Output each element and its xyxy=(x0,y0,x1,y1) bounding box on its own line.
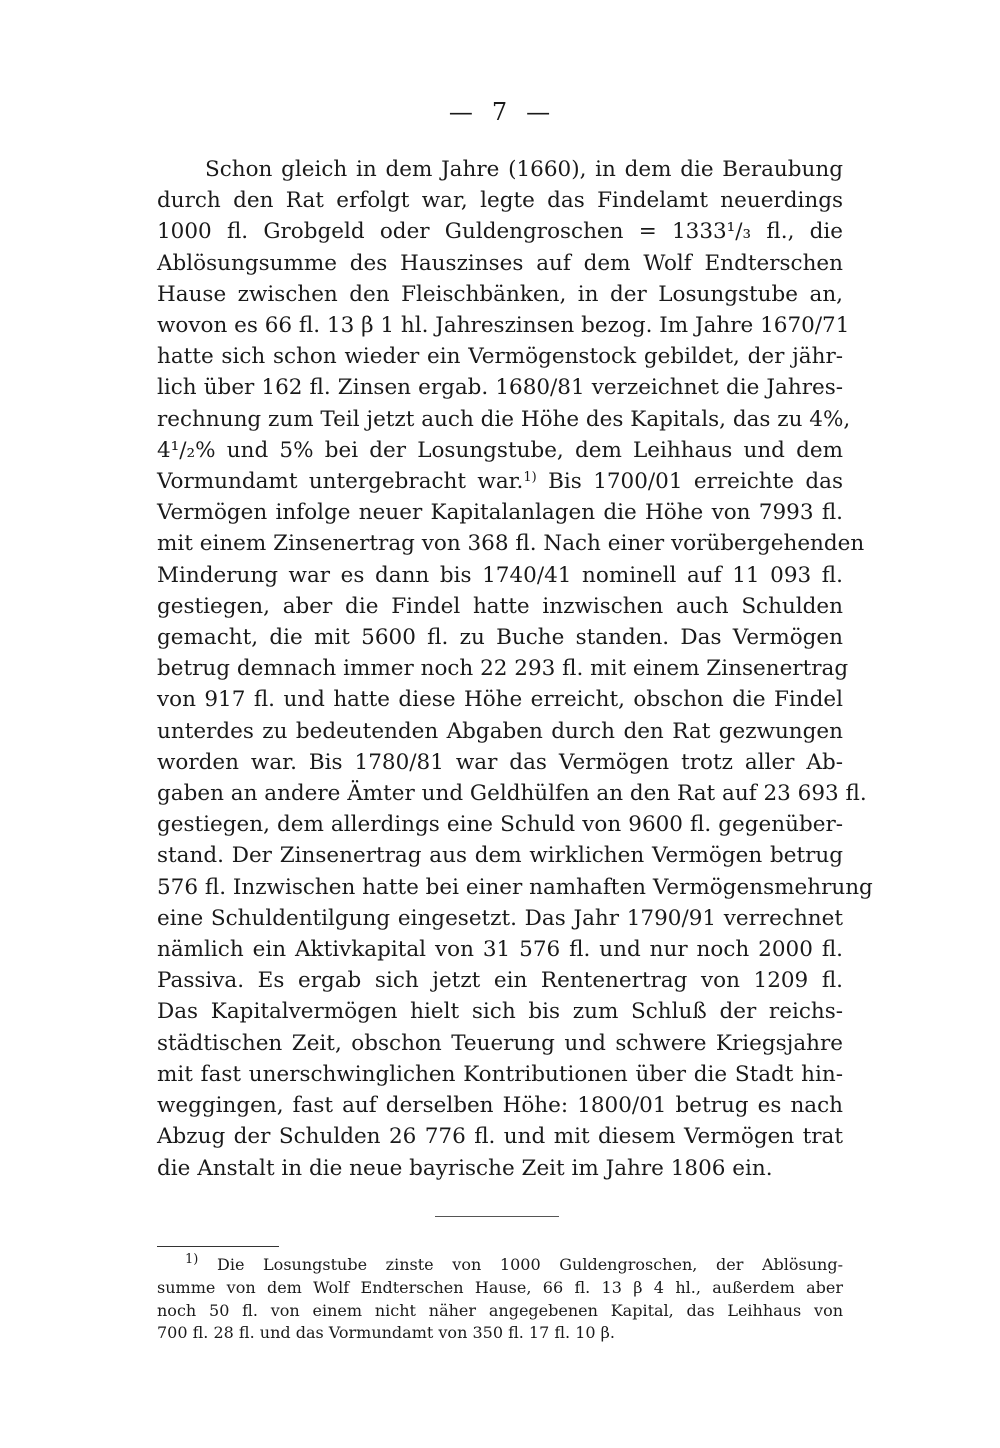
text-line-with-footnote xyxy=(157,466,843,497)
text-line: Minderung war es dann bis 1740/41 nominell auf 11 093 fl. xyxy=(157,562,843,588)
text-line: stand. Der Zinsenertrag aus dem wirklichen Vermögen betrug xyxy=(157,843,843,869)
text-line: städtischen Zeit, obschon Teuerung und schwere Kriegsjahre xyxy=(157,1030,843,1056)
text-line: unterdes zu bedeutenden Abgaben durch den Rat gezwungen xyxy=(157,718,843,744)
text-line: Schon gleich in dem Jahre (1660), in dem die Beraubung xyxy=(205,157,843,182)
text-line: 576 fl. Inzwischen hatte bei einer namhaften Vermögensmehrung xyxy=(157,874,873,900)
text-line: Ablösungsumme des Hauszinses auf dem Wolf Endterschen xyxy=(157,250,843,276)
text-line: gemacht, die mit 5600 fl. zu Buche standen. Das Vermögen xyxy=(157,625,843,651)
footnote xyxy=(157,1254,843,1345)
text-line: worden war. Bis 1780/81 war das Vermögen trotz aller Ab- xyxy=(157,749,843,775)
footnote-rule xyxy=(157,1246,279,1247)
text-segment: Vormundamt untergebracht war. xyxy=(157,469,524,495)
text-line: gestiegen, aber die Findel hatte inzwischen auch Schulden xyxy=(157,593,843,619)
text-line: weggingen, fast auf derselben Höhe: 1800/01 betrug es nach xyxy=(157,1093,843,1119)
page-number-dash-left: — xyxy=(448,98,474,126)
text-line: gaben an andere Ämter und Geldhülfen an den Rat auf 23 693 fl. xyxy=(157,781,867,807)
text-line: nämlich ein Aktivkapital von 31 576 fl. und nur noch 2000 fl. xyxy=(157,937,843,963)
text-line: mit einem Zinsenertrag von 368 fl. Nach einer vorübergehenden xyxy=(157,531,865,557)
text-segment: Bis 1700/01 erreichte das xyxy=(548,469,843,495)
section-divider xyxy=(435,1216,559,1217)
text-line: wovon es 66 fl. 13 β 1 hl. Jahreszinsen bezog. Im Jahre 1670/71 xyxy=(157,313,850,339)
page-number xyxy=(0,98,1000,126)
main-paragraph xyxy=(157,154,873,1184)
text-line: lich über 162 fl. Zinsen ergab. 1680/81 verzeichnet die Jahres- xyxy=(157,375,843,401)
footnote-line: summe von dem Wolf Endterschen Hause, 66 fl. 13 β 4 hl., außerdem aber xyxy=(157,1277,843,1297)
footnote-marker: 1) xyxy=(185,1252,199,1267)
text-line: gestiegen, dem allerdings eine Schuld von 9600 fl. gegenüber- xyxy=(157,812,843,838)
text-line: mit fast unerschwinglichen Kontributionen über die Stadt hin- xyxy=(157,1061,843,1087)
text-line: die Anstalt in die neue bayrische Zeit im Jahre 1806 ein. xyxy=(157,1155,773,1181)
text-line: rechnung zum Teil jetzt auch die Höhe des Kapitals, das zu 4%, xyxy=(157,406,851,432)
text-segment: Die Losungstube zinste von 1000 Guldengroschen, der Ablösung- xyxy=(217,1255,843,1274)
text-line: Hause zwischen den Fleischbänken, in der Losungstube an, xyxy=(157,281,843,307)
page-number-value: 7 xyxy=(491,98,509,126)
text-line: 1000 fl. Grobgeld oder Guldengroschen = 1333¹/₃ fl., die xyxy=(157,219,843,245)
footnote-reference: 1) xyxy=(523,470,537,486)
text-line: durch den Rat erfolgt war, legte das Findelamt neuerdings xyxy=(157,188,843,214)
footnote-line: 700 fl. 28 fl. und das Vormundamt von 350 fl. 17 fl. 10 β. xyxy=(157,1323,615,1343)
text-line: hatte sich schon wieder ein Vermögenstock gebildet, der jähr- xyxy=(157,344,843,370)
text-line: eine Schuldentilgung eingesetzt. Das Jahr 1790/91 verrechnet xyxy=(157,905,843,931)
text-line: betrug demnach immer noch 22 293 fl. mit einem Zinsenertrag xyxy=(157,656,849,682)
text-line: Abzug der Schulden 26 776 fl. und mit diesem Vermögen trat xyxy=(157,1124,843,1150)
text-line: von 917 fl. und hatte diese Höhe erreicht, obschon die Findel xyxy=(157,687,843,713)
footnote-line: noch 50 fl. von einem nicht näher angegebenen Kapital, das Leihhaus von xyxy=(157,1300,843,1320)
page-number-dash-right: — xyxy=(526,98,552,126)
text-line: Passiva. Es ergab sich jetzt ein Rentenertrag von 1209 fl. xyxy=(157,968,843,994)
text-line: Vermögen infolge neuer Kapitalanlagen die Höhe von 7993 fl. xyxy=(157,500,843,526)
footnote-line xyxy=(157,1254,843,1277)
text-line: Das Kapitalvermögen hielt sich bis zum Schluß der reichs- xyxy=(157,999,843,1025)
text-line: 4¹/₂% und 5% bei der Losungstube, dem Leihhaus und dem xyxy=(157,437,843,463)
